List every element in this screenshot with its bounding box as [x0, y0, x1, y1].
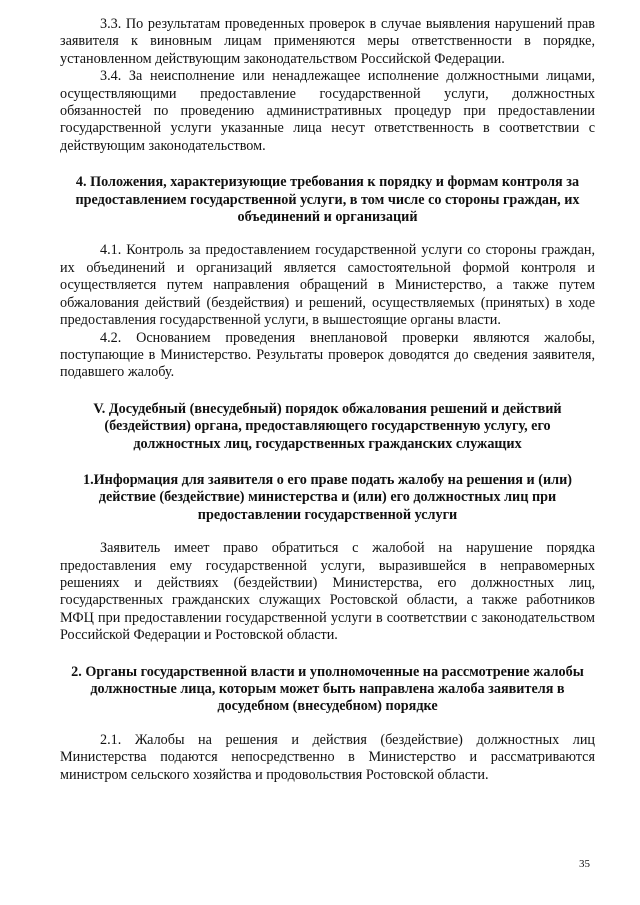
paragraph-3-4: 3.4. За неисполнение или ненадлежащее исполнение должностными лицами, осуществляющими предоставление государственной услуги, должностных обязанностей по проведению административных процедур при предоставлении государственной услуги указанные лица несут ответственность в соответствии с действующим законодательством.	[60, 68, 595, 154]
chapter-v-heading: V. Досудебный (внесудебный) порядок обжалования решений и действий (бездействия) органа, предоставляющего государственную услугу, его должностных лиц, государственных гражданских служащих	[93, 400, 562, 452]
paragraph-4-1: 4.1. Контроль за предоставлением государственной услуги со стороны граждан, их объединений и организаций является самостоятельной формой контроля и осуществляется путем направления обращений в Министерство, а также путем обжалования действий (бездействия) и решений, осуществляемых (принятых) в ходе предоставления государственной услуги, в вышестоящие органы власти.	[60, 242, 595, 329]
paragraph-2-1: 2.1. Жалобы на решения и действия (бездействие) должностных лиц Министерства подаются непосредственно в Министерство и рассматриваются министром сельского хозяйства и продовольствия Ростовской области.	[60, 731, 595, 783]
subsection-2-heading: 2. Органы государственной власти и уполномоченные на рассмотрение жалобы должностные лица, которым может быть направлена жалоба заявителя в досудебном (внесудебном) порядке	[71, 663, 584, 715]
paragraph-3-3: 3.3. По результатам проведенных проверок в случае выявления нарушений прав заявителя к виновным лицам применяются меры ответственности в порядке, установленном действующим законодательством Российской Федерации.	[60, 16, 595, 67]
section-4-heading: 4. Положения, характеризующие требования к порядку и формам контроля за предоставлением государственной услуги, в том числе со стороны граждан, их объединений и организаций	[75, 174, 580, 226]
page-content	[60, 16, 595, 784]
paragraph-4-2: 4.2. Основанием проведения внеплановой проверки являются жалобы, поступающие в Министерство. Результаты проверок доводятся до сведения заявителя, подавшего жалобу.	[60, 329, 595, 381]
page-number: 35	[579, 858, 590, 870]
subsection-1-heading: 1.Информация для заявителя о его праве подать жалобу на решения и (или) действие (бездействие) министерства и (или) его должностных лиц при предоставлении государственной услуги	[83, 471, 572, 523]
paragraph-applicant-right: Заявитель имеет право обратиться с жалобой на нарушение порядка предоставления ему государственной услуги, выразившейся в неправомерных решениях и действиях (бездействии) Министерства, его должностных лиц, государственных гражданских служащих Ростовской области, а также работников МФЦ при предоставлении государственной услуги в соответствии с законодательством Российской Федерации и Ростовской области.	[60, 540, 595, 644]
